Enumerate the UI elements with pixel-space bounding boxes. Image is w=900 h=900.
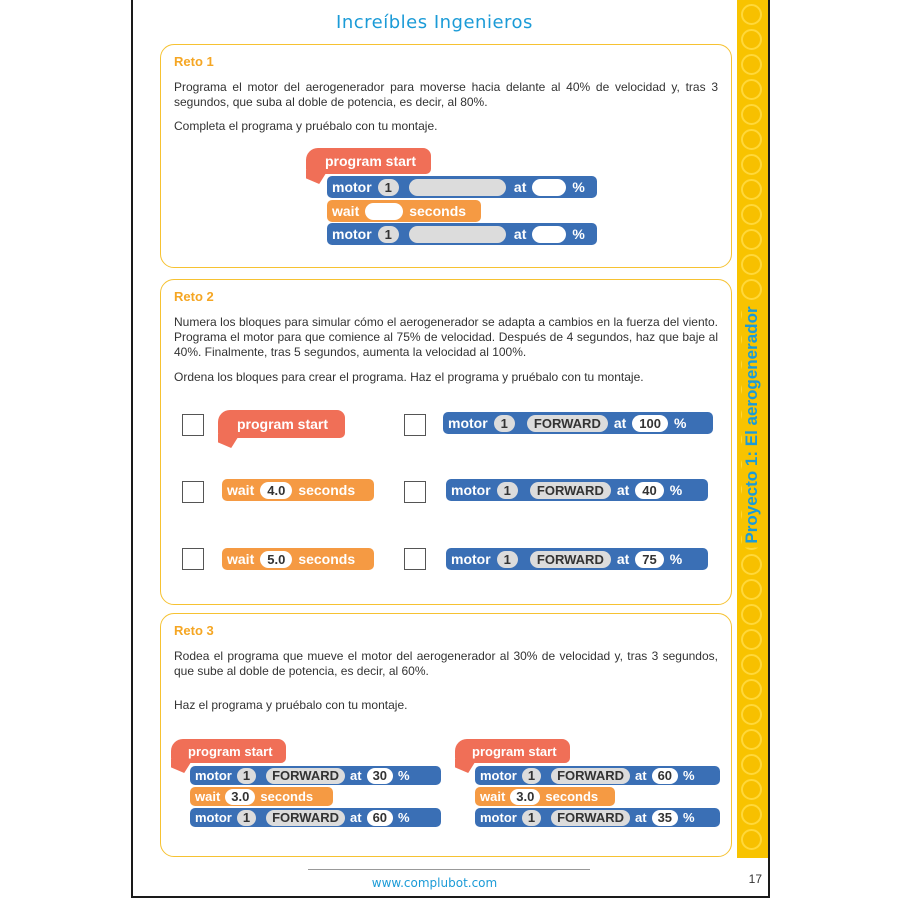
reto-1-task: Completa el programa y pruébalo con tu montaje. [174, 119, 438, 133]
chapter-label: Proyecto 1: El aerogenerador [742, 302, 762, 547]
page-number: 17 [748, 872, 762, 886]
reto-2-task: Ordena los bloques para crear el programa. Haz el programa y pruébalo con tu montaje. [174, 370, 644, 384]
chapter-sidebar [737, 0, 768, 858]
motor-block: motor 1 FORWARD at 60 % [190, 808, 441, 827]
empty-direction-slot[interactable] [409, 226, 506, 243]
sidebar-label-wrap [737, 0, 768, 858]
empty-speed-slot[interactable] [532, 179, 566, 196]
page-title: Increíbles Ingenieros [336, 12, 533, 33]
motor-block: motor 1 FORWARD at 30 % [190, 766, 441, 785]
order-checkbox[interactable] [182, 414, 204, 436]
wait-block: wait 3.0 seconds [190, 787, 333, 806]
motor-block: motor 1 FORWARD at 75 % [446, 548, 708, 570]
order-checkbox[interactable] [404, 414, 426, 436]
reto-2-instructions: Numera los bloques para simular cómo el aerogenerador se adapta a cambios en la fuerza del viento. Programa el motor para que comience al 75% de velocidad. Después de 4 segundos, haz que baje al 40%. Finalmente, tras 5 segundos, aumenta la velocidad al 100%. [174, 315, 718, 359]
reto-3-title: Reto 3 [174, 623, 214, 638]
wait-block: wait 3.0 seconds [475, 787, 615, 806]
reto-3-task: Haz el programa y pruébalo con tu montaje. [174, 698, 408, 712]
order-checkbox[interactable] [404, 481, 426, 503]
motor-block: motor 1 FORWARD at 35 % [475, 808, 720, 827]
footer-divider [308, 869, 590, 870]
reto-1-title: Reto 1 [174, 54, 214, 69]
order-checkbox[interactable] [404, 548, 426, 570]
motor-block: motor 1 FORWARD at 40 % [446, 479, 708, 501]
wait-block: wait seconds [327, 200, 481, 222]
reto-1-instructions: Programa el motor del aerogenerador para moverse hacia delante al 40% de velocidad y, tras 3 segundos, que suba al doble de potencia, es decir, al 80%. [174, 80, 718, 109]
reto-1-card [160, 44, 732, 268]
motor-block: motor 1 at % [327, 223, 597, 245]
motor-block: motor 1 FORWARD at 100 % [443, 412, 713, 434]
order-checkbox[interactable] [182, 481, 204, 503]
program-start-block: program start [455, 739, 570, 763]
workbook-page [131, 0, 770, 898]
reto-3-card [160, 613, 732, 857]
motor-block: motor 1 FORWARD at 60 % [475, 766, 720, 785]
program-start-block: program start [171, 739, 286, 763]
wait-block: wait 4.0 seconds [222, 479, 374, 501]
program-start-block: program start [306, 148, 431, 174]
motor-block: motor 1 at % [327, 176, 597, 198]
reto-2-title: Reto 2 [174, 289, 214, 304]
reto-2-card [160, 279, 732, 605]
empty-seconds-slot[interactable] [365, 203, 403, 220]
empty-direction-slot[interactable] [409, 179, 506, 196]
footer-url[interactable]: www.complubot.com [371, 876, 498, 890]
order-checkbox[interactable] [182, 548, 204, 570]
empty-speed-slot[interactable] [532, 226, 566, 243]
reto-3-instructions: Rodea el programa que mueve el motor del aerogenerador al 30% de velocidad y, tras 3 segundos, que sube al doble de potencia, es decir, al 60%. [174, 649, 718, 678]
program-start-block: program start [218, 410, 345, 438]
wait-block: wait 5.0 seconds [222, 548, 374, 570]
